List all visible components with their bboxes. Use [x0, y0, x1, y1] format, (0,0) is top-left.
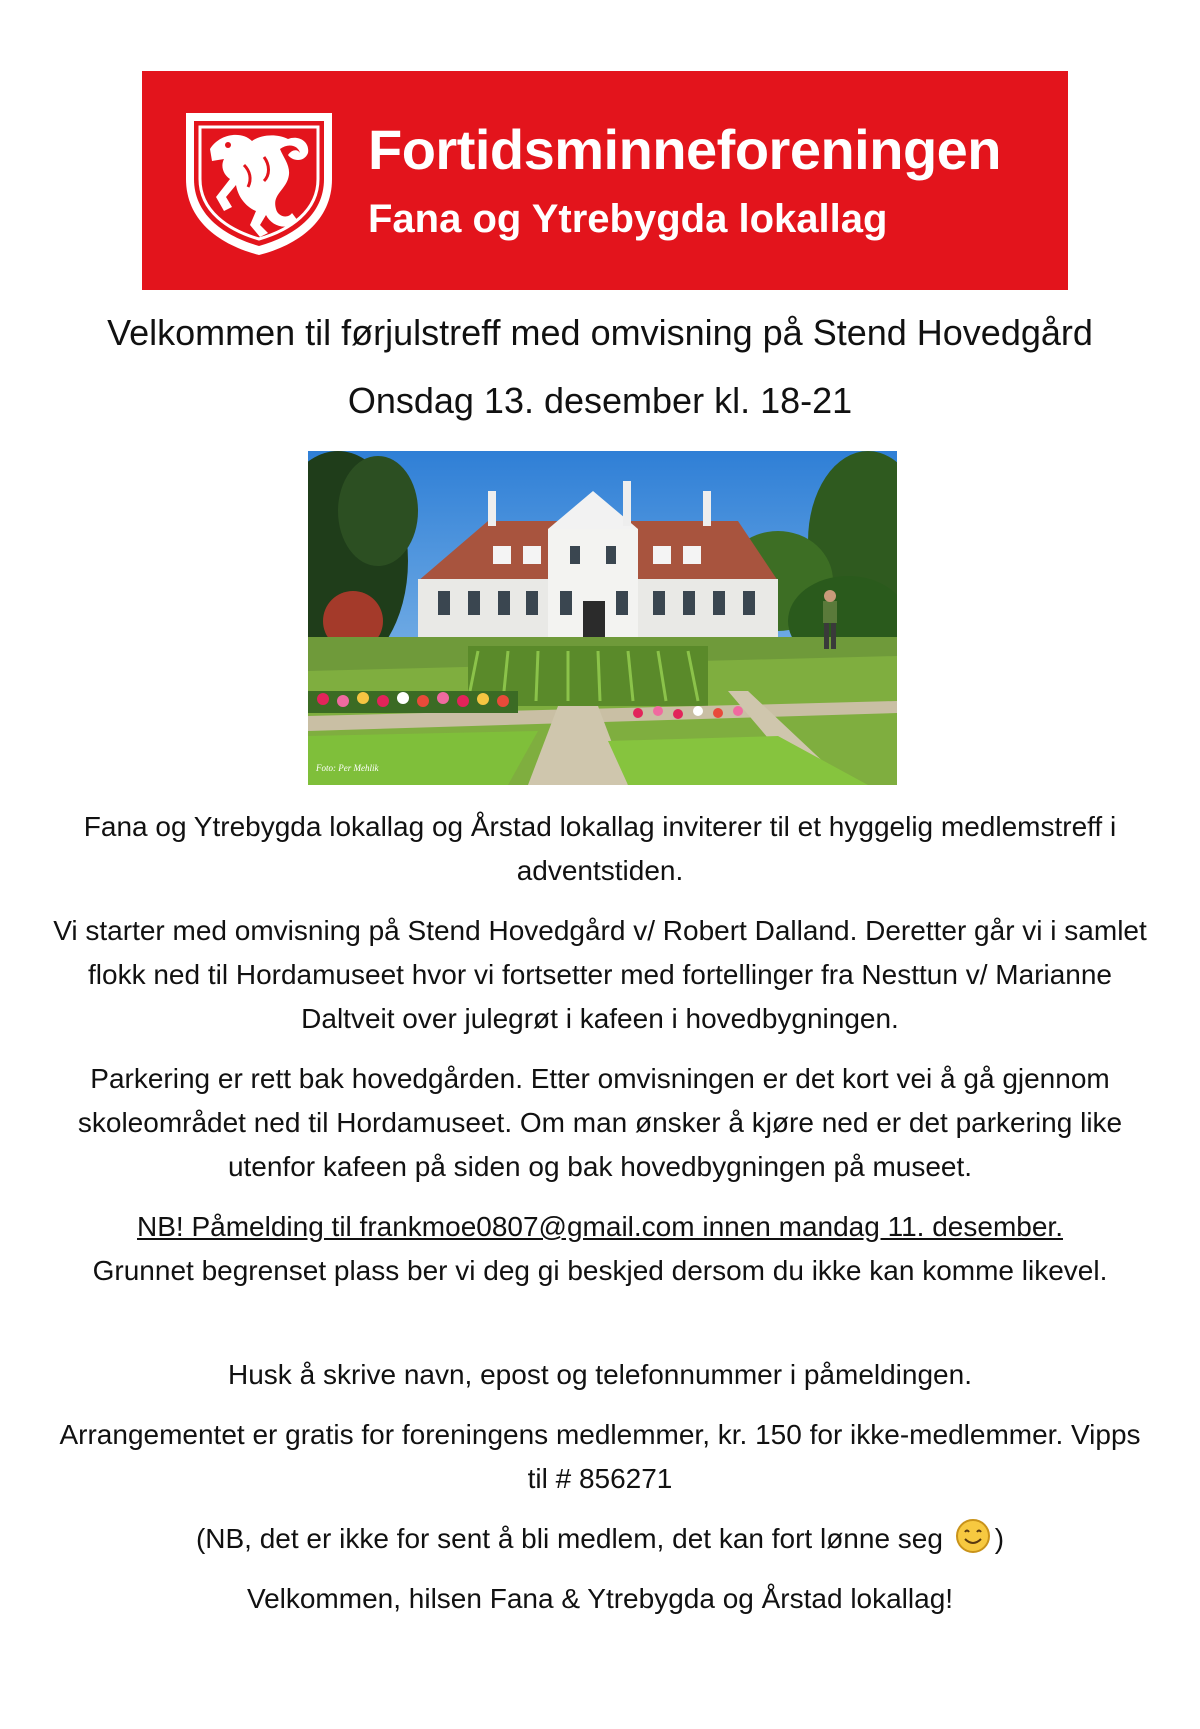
photo-caption: Foto: Per Mehlik: [316, 763, 379, 773]
shield-dragon-icon: [180, 109, 338, 257]
manor-house-garden-image: [308, 451, 897, 785]
price-paragraph: Arrangementet er gratis for foreningens medlemmer, kr. 150 for ikke-medlemmer. Vipps til # 856271: [59, 1419, 1141, 1494]
closing-greeting: Velkommen, hilsen Fana & Ytrebygda og Årstad lokallag!: [246, 1583, 954, 1614]
member-note-text: (NB, det er ikke for sent å bli medlem, det kan fort lønne seg: [195, 1523, 943, 1554]
member-note-close: ): [994, 1523, 1005, 1554]
member-note: [50, 1517, 1150, 1561]
smiley-icon: [955, 1518, 991, 1554]
intro-paragraph: Fana og Ytrebygda lokallag og Årstad lokallag inviterer til et hyggelig medlemstreff i adventstiden.: [83, 811, 1117, 886]
branch-name: Fana og Ytrebygda lokallag: [368, 197, 888, 241]
org-banner: [142, 71, 1068, 290]
event-date: Onsdag 13. desember kl. 18-21: [347, 380, 853, 421]
parking-paragraph: Parkering er rett bak hovedgården. Etter omvisningen er det kort vei å gå gjennom skoleområdet ned til Hordamuseet. Om man ønsker å kjøre ned er det parkering like utenfor kafeen på siden og bak hovedbygningen på museet.: [77, 1063, 1123, 1182]
signup-deadline: NB! Påmelding til frankmoe0807@gmail.com innen mandag 11. desember.: [137, 1211, 1063, 1242]
remember-paragraph: Husk å skrive navn, epost og telefonnummer i påmeldingen.: [228, 1359, 972, 1390]
signup-section: [50, 1205, 1150, 1293]
signup-note: Grunnet begrenset plass ber vi deg gi beskjed dersom du ikke kan komme likevel.: [92, 1255, 1108, 1286]
page-title: Velkommen til førjulstreff med omvisning på Stend Hovedgård: [107, 312, 1093, 353]
program-paragraph: Vi starter med omvisning på Stend Hovedgård v/ Robert Dalland. Deretter går vi i samlet flokk ned til Hordamuseet hvor vi fortsetter med fortellinger fra Nesttun v/ Marianne Daltveit over julegrøt i kafeen i hovedbygningen.: [53, 915, 1147, 1034]
org-name: Fortidsminneforeningen: [368, 118, 1001, 181]
